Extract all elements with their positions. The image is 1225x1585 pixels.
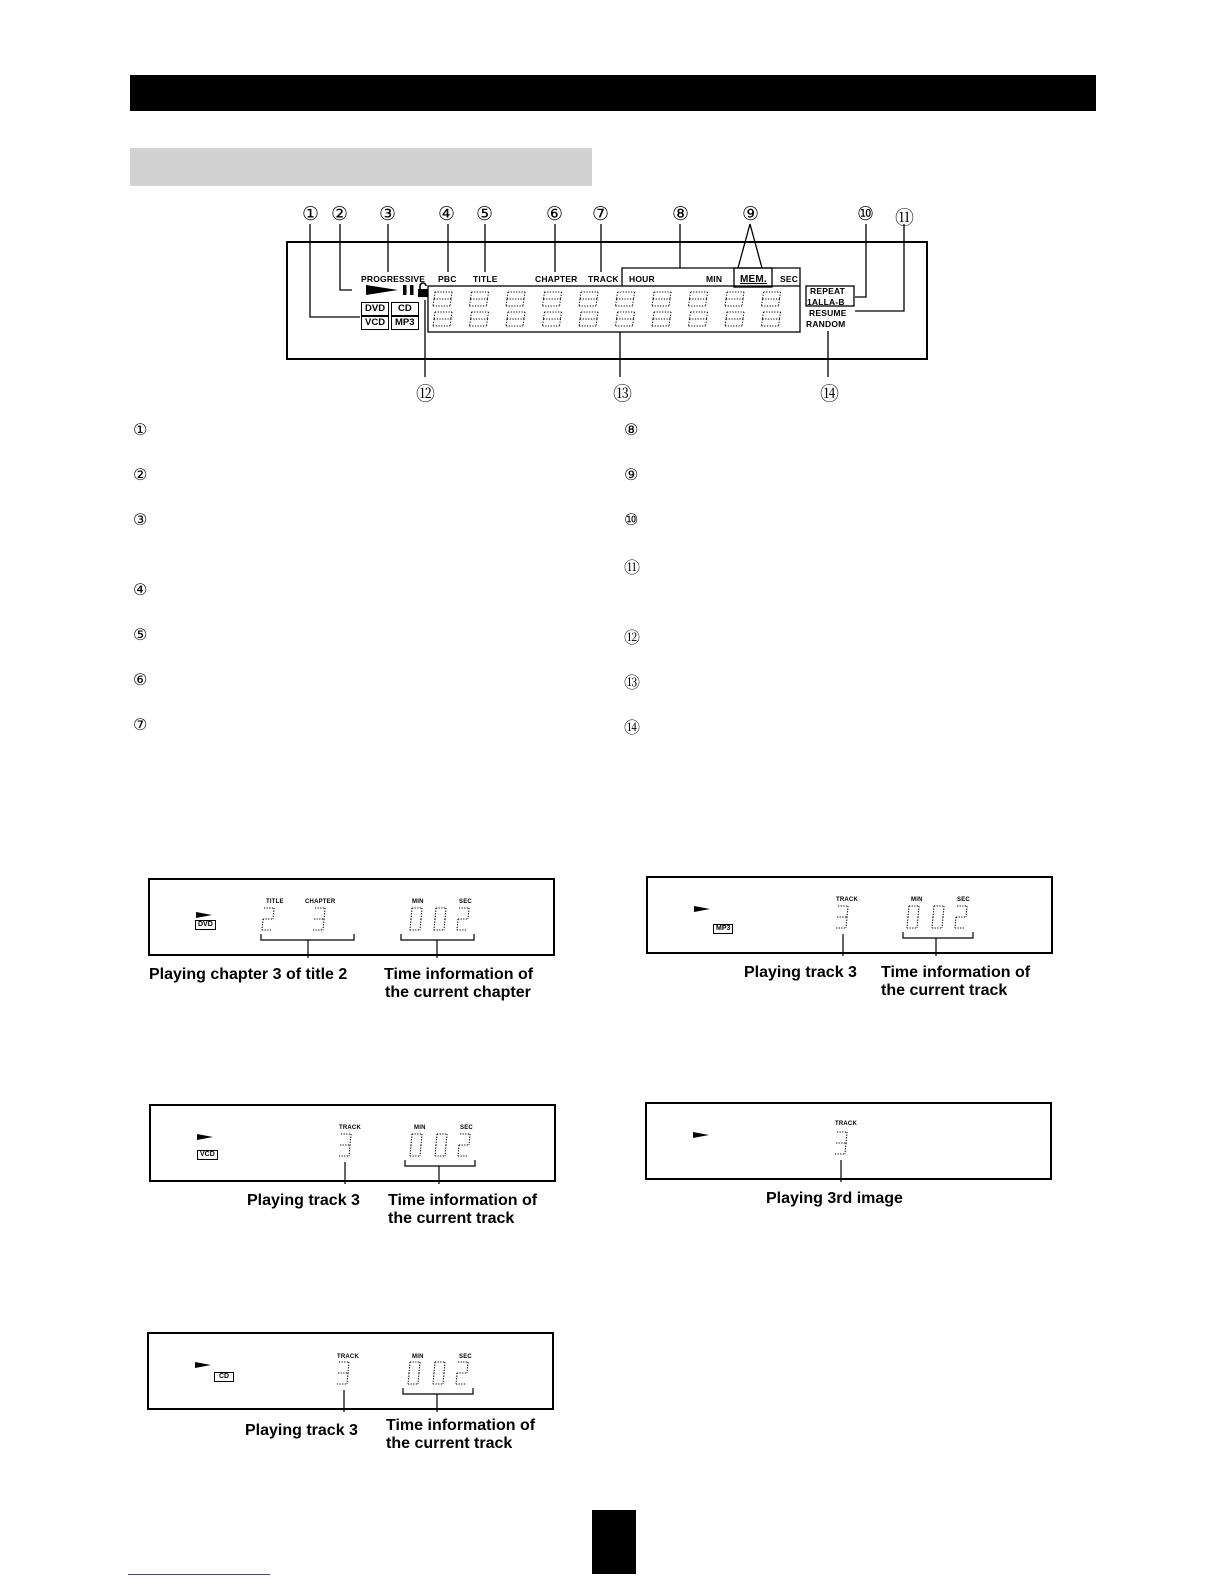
- vcd-digit-2: [435, 1134, 447, 1156]
- display-frame-lines: [0, 0, 1225, 410]
- vcd-indicator: VCD: [361, 316, 389, 330]
- caption-left: Playing track 3: [247, 1192, 360, 1209]
- mp3-indicator: MP3: [391, 316, 419, 330]
- legend-item-13: ⑬: [624, 673, 641, 692]
- title-label: TITLE: [473, 274, 498, 284]
- example-dvd: [148, 878, 558, 1008]
- main-display-diagram: [0, 0, 1225, 410]
- example-cd: [147, 1332, 559, 1462]
- resume-label: RESUME: [809, 308, 847, 318]
- callout-13: ⑬: [613, 383, 633, 405]
- caption-left: Playing chapter 3 of title 2: [149, 966, 348, 983]
- example-vcd: [149, 1104, 559, 1234]
- digit-top-2: [506, 292, 525, 306]
- callout-11: ⑪: [895, 207, 915, 229]
- callout-4: ④: [438, 203, 456, 225]
- play-icon: [195, 1362, 211, 1368]
- digit-top-4: [579, 292, 598, 306]
- title-label: TITLE: [266, 899, 284, 905]
- play-icon: [366, 285, 398, 295]
- min-label: MIN: [706, 274, 723, 284]
- digit-top-1: [470, 292, 489, 306]
- header-bar: [130, 75, 1096, 111]
- cd-digit-3: [456, 1362, 468, 1384]
- pbc-label: PBC: [438, 274, 457, 284]
- dvd-digit-2: [410, 908, 422, 930]
- digit-top-8: [725, 292, 744, 306]
- legend-item-12: ⑫: [624, 628, 641, 647]
- caption-right-line1: Time information of: [384, 966, 534, 983]
- callout-9: ⑨: [742, 203, 760, 225]
- cd-digit-1: [408, 1362, 420, 1384]
- legend-item-5: ⑤: [133, 625, 148, 644]
- min-label: MIN: [911, 897, 923, 903]
- caption-right-line1: Time information of: [881, 964, 1031, 981]
- repeat-mode-label: 1ALLA-B: [807, 297, 845, 307]
- hour-label: HOUR: [629, 274, 655, 284]
- digit-top-6: [652, 292, 671, 306]
- caption-right-line1: Time information of: [386, 1417, 536, 1434]
- track-label: TRACK: [337, 1354, 359, 1360]
- callout-2: ②: [331, 203, 349, 225]
- callout-10: ⑩: [857, 203, 875, 225]
- sec-label: SEC: [459, 899, 472, 905]
- random-label: RANDOM: [806, 319, 846, 329]
- dvd-digit-1: [313, 908, 325, 930]
- min-label: MIN: [414, 1125, 426, 1131]
- mp3-digit-2: [932, 906, 944, 928]
- play-icon: [693, 1132, 709, 1138]
- caption-right-line2: the current track: [386, 1435, 513, 1452]
- example-jpeg: [645, 1102, 1057, 1212]
- play-icon: [197, 1134, 213, 1140]
- vcd-digit-0: [339, 1134, 351, 1156]
- caption: Playing 3rd image: [766, 1190, 903, 1207]
- mem-label: MEM.: [740, 274, 767, 285]
- callout-6: ⑥: [546, 203, 564, 225]
- disc-indicator: MP3: [713, 924, 733, 934]
- dvd-digit-0: [262, 908, 274, 930]
- legend-item-4: ④: [133, 580, 148, 599]
- mp3-digit-1: [907, 906, 919, 928]
- callout-5: ⑤: [476, 203, 494, 225]
- digit-top-5: [616, 292, 635, 306]
- chapter-label: CHAPTER: [535, 274, 578, 284]
- dvd-digit-3: [434, 908, 446, 930]
- callout-1: ①: [302, 203, 320, 225]
- legend-item-8: ⑧: [624, 420, 639, 439]
- vcd-digit-1: [410, 1134, 422, 1156]
- legend-item-7: ⑦: [133, 715, 148, 734]
- digit-bottom-1: [470, 312, 489, 326]
- digit-bottom-0: [433, 312, 452, 326]
- caption-right-line2: the current track: [881, 982, 1008, 999]
- legend-item-9: ⑨: [624, 465, 639, 484]
- sec-label: SEC: [459, 1354, 472, 1360]
- caption-right-line1: Time information of: [388, 1192, 538, 1209]
- digit-bottom-3: [543, 312, 562, 326]
- digit-bottom-5: [616, 312, 635, 326]
- dvd-indicator: DVD: [361, 302, 389, 316]
- cd-digit-2: [433, 1362, 445, 1384]
- callout-12: ⑫: [416, 383, 436, 405]
- sec-label: SEC: [460, 1125, 473, 1131]
- callout-7: ⑦: [592, 203, 610, 225]
- caption-right-line2: the current chapter: [385, 984, 531, 1001]
- track-label: TRACK: [835, 1121, 857, 1127]
- digit-bottom-6: [652, 312, 671, 326]
- digit-top-3: [543, 292, 562, 306]
- disc-indicator: DVD: [195, 920, 216, 930]
- legend-item-1: ①: [133, 420, 148, 439]
- digit-bottom-7: [689, 312, 708, 326]
- jpeg-digit-0: [835, 1132, 847, 1154]
- digit-top-0: [433, 292, 452, 306]
- callout-14: ⑭: [820, 383, 840, 405]
- digit-top-9: [762, 292, 781, 306]
- footer-link-underline[interactable]: [128, 1574, 270, 1575]
- repeat-label: REPEAT: [810, 286, 846, 296]
- caption-left: Playing track 3: [245, 1422, 358, 1439]
- caption-right-line2: the current track: [388, 1210, 515, 1227]
- digit-bottom-4: [579, 312, 598, 326]
- callout-3: ③: [379, 203, 397, 225]
- legend-item-6: ⑥: [133, 670, 148, 689]
- progressive-label: PROGRESSIVE: [361, 274, 426, 284]
- min-label: MIN: [412, 1354, 424, 1360]
- track-label: TRACK: [588, 274, 619, 284]
- legend-item-2: ②: [133, 465, 148, 484]
- min-label: MIN: [412, 899, 424, 905]
- legend-item-11: ⑪: [624, 558, 641, 577]
- mp3-digit-3: [955, 906, 967, 928]
- dvd-digit-4: [457, 908, 469, 930]
- legend-item-10: ⑩: [624, 510, 639, 529]
- chapter-label: CHAPTER: [305, 899, 336, 905]
- track-label: TRACK: [836, 897, 858, 903]
- legend-item-14: ⑭: [624, 718, 641, 737]
- mp3-digit-0: [836, 906, 848, 928]
- disc-indicator: CD: [214, 1372, 234, 1382]
- digit-bottom-8: [725, 312, 744, 326]
- example-mp3: [646, 876, 1058, 1006]
- digit-top-7: [689, 292, 708, 306]
- legend-item-3: ③: [133, 510, 148, 529]
- caption-left: Playing track 3: [744, 964, 857, 981]
- sec-label: SEC: [780, 274, 799, 284]
- disc-indicator: VCD: [197, 1150, 218, 1160]
- play-icon: [196, 912, 212, 918]
- cd-indicator: CD: [391, 302, 419, 316]
- sec-label: SEC: [957, 897, 970, 903]
- track-label: TRACK: [339, 1125, 361, 1131]
- digit-bottom-9: [762, 312, 781, 326]
- digit-bottom-2: [506, 312, 525, 326]
- play-icon: [694, 906, 710, 912]
- vcd-digit-3: [458, 1134, 470, 1156]
- page-number-box: [592, 1510, 636, 1574]
- callout-8: ⑧: [672, 203, 690, 225]
- cd-digit-0: [337, 1362, 349, 1384]
- section-heading-bar: [130, 148, 592, 186]
